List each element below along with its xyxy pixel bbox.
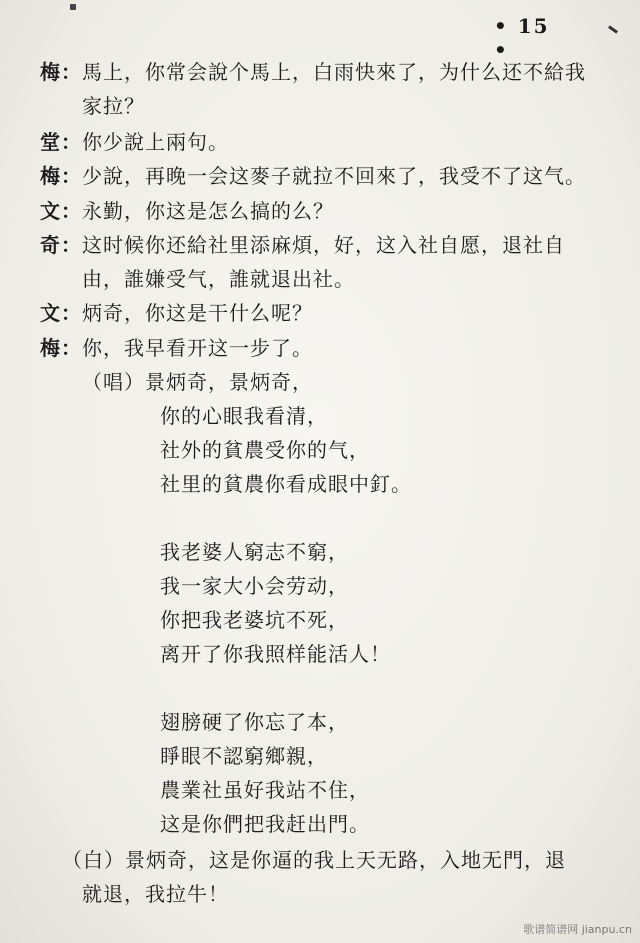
dialogue-line [40,334,313,362]
speaker-label: 梅： [40,60,82,84]
song-line [160,572,349,600]
stage-direction: （白） [62,848,125,872]
song-line [160,810,370,838]
song-line [160,640,391,668]
line-text: 社外的貧農受你的气， [160,438,370,462]
line-text: 你把我老婆坑不死， [160,608,349,632]
line-text: 炳奇，你这是干什么呢？ [82,301,313,325]
song-line [160,708,349,736]
speaker-label: 文： [40,199,82,223]
line-text: 社里的貧農你看成眼中釘。 [160,472,412,496]
song-line [160,436,370,464]
line-text: 家拉？ [82,94,145,118]
line-text: 这时候你还給社里添麻煩，好，这入社自愿，退社自 [82,233,565,257]
line-text: 景炳奇，景炳奇， [145,370,313,394]
song-line [160,742,328,770]
line-text: 翅膀硬了你忘了本， [160,710,349,734]
song-line [160,538,349,566]
speaker-label: 梅： [40,336,82,360]
song-line [160,606,349,634]
line-text: 你的心眼我看清， [160,404,328,428]
line-text: 这是你們把我赶出門。 [160,812,370,836]
line-text: 少說，再晚一会这麥子就拉不回來了，我受不了这气。 [82,164,586,188]
line-text: 農業社虽好我站不住， [160,778,370,802]
dialogue-line [40,128,229,156]
dialogue-line [40,197,334,225]
site-watermark: 歌谱简谱网 jianpu.cn [523,923,632,936]
line-text: 你，我早看开这一步了。 [82,336,313,360]
speaker-label: 梅： [40,164,82,188]
song-line [160,470,412,498]
line-text: 你少說上兩句。 [82,130,229,154]
line-text: 馬上，你常会說个馬上，白雨快來了，为什么还不給我 [82,60,586,84]
song-line [160,776,370,804]
line-text: 离开了你我照样能活人！ [160,642,391,666]
dialogue-line [82,265,355,293]
corner-mark [608,25,618,33]
speaker-label: 文： [40,301,82,325]
speaker-label: 奇： [40,233,82,257]
line-text: 就退，我拉牛！ [82,882,229,906]
line-text: 由，誰嫌受气，誰就退出社。 [82,267,355,291]
song-line [82,368,313,396]
song-line [160,402,328,430]
line-text: 我一家大小会劳动， [160,574,349,598]
ink-spot [70,4,76,10]
dialogue-line [40,299,313,327]
line-text: 我老婆人窮志不窮， [160,540,349,564]
dialogue-line [82,880,229,908]
dialogue-line [40,162,586,190]
stage-direction: （唱） [82,370,145,394]
dialogue-line [82,92,145,120]
dialogue-line [62,846,566,874]
line-text: 永勤，你这是怎么搞的么？ [82,199,334,223]
line-text: 睜眼不認窮鄉親， [160,744,328,768]
line-text: 景炳奇，这是你逼的我上天无路，入地无門，退 [125,848,566,872]
dialogue-line [40,231,565,259]
dialogue-line [40,58,586,86]
speaker-label: 堂： [40,130,82,154]
page-number: • 15 • [494,14,550,62]
